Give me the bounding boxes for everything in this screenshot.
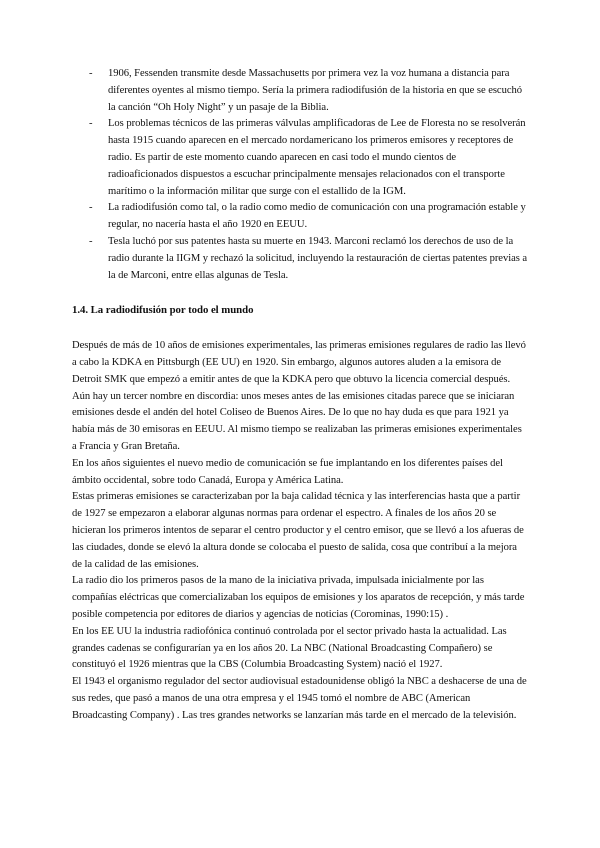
- bullet-marker: -: [89, 235, 93, 247]
- list-item: [72, 200, 528, 234]
- list-item-text: 1906, Fessenden transmite desde Massachusetts por primera vez la voz humana a distancia para diferentes oyentes al mismo tiempo. Sería la primera radiodifusión de la historia en que se escuchó la canción “Oh Holy Night” y un pasaje de la Biblia.: [108, 68, 522, 113]
- paragraph: En los años siguientes el nuevo medio de comunicación se fue implantando en los diferentes países del ámbito occidental, sobre todo Canadá, Europa y América Latina.: [72, 457, 503, 486]
- paragraph: Después de más de 10 años de emisiones experimentales, las primeras emisiones regulares de radio las llevó a cabo la KDKA en Pittsburgh (EE UU) en 1920. Sin embargo, algunos autores aluden a la emisora de Detroit SMK que empezó a emitir antes de que la KDKA pero que obtuvo la licencia comercial después. Aún hay un tercer nombre en discordia: unos meses antes de las emisiones citadas parece que se iniciaran emisiones desde el andén del hotel Coliseo de Buenos Aires. De lo que no hay duda es que para 1921 ya había más de 30 emisoras en EEUU. Al mismo tiempo se realizaban las primeras emisiones experimentales a Francia y Gran Bretaña.: [72, 340, 526, 452]
- list-item-text: La radiodifusión como tal, o la radio como medio de comunicación con una programación estable y regular, no nacería hasta el año 1920 en EEUU.: [108, 202, 526, 231]
- document-page: [72, 66, 528, 724]
- list-item: [72, 116, 528, 200]
- list-item: [72, 234, 528, 284]
- paragraph: Estas primeras emisiones se caracterizaban por la baja calidad técnica y las interferencias hasta que a partir de 1927 se empezaron a elaborar algunas normas para ordenar el espectro. A finales de los años 20 se hicieran los primeros intentos de separar el centro productor y el centro emisor, que se llevó a los afueras de las ciudades, donde se elevó la altura donde se colocaba el puesto de salida, cosa que contribuí a la mejora de la calidad de las emisiones.: [72, 491, 524, 570]
- paragraph: El 1943 el organismo regulador del sector audiovisual estadounidense obligó la NBC a deshacerse de una de sus redes, que pasó a manos de una otra empresa y el 1945 tomó el nombre de ABC (American Broadcasting Company) . Las tres grandes networks se lanzarían más tarde en el mercado de la televisión.: [72, 676, 527, 721]
- bullet-marker: -: [89, 68, 93, 79]
- list-item: [72, 66, 528, 116]
- bullet-list: [72, 66, 528, 284]
- bullet-marker: -: [89, 118, 93, 130]
- list-item-text: Los problemas técnicos de las primeras válvulas amplificadoras de Lee de Floresta no se resolverán hasta 1915 cuando aparecen en el mercado nordamericano los primeros emisores y receptores de radio. Es partir de este momento cuando aparecen en casi todo el mundo cientos de radioaficionados dispuestos a escuchar principalmente mensajes relacionados con el transporte marítimo o la información militar que surge con el estallido de la IGM.: [108, 118, 526, 197]
- paragraph: En los EE UU la industria radiofónica continuó controlada por el sector privado hasta la actualidad. Las grandes cadenas se configurarían ya en los años 20. La NBC (National Broadcasting Compañero) se constituyó el 1926 mientras que la CBS (Columbia Broadcasting System) nació el 1927.: [72, 625, 507, 671]
- list-item-text: Tesla luchó por sus patentes hasta su muerte en 1943. Marconi reclamó los derechos de uso de la radio durante la IIGM y rechazó la solicitud, incluyendo la restauración de ciertas patentes previas a la de Marconi, entre ellas algunas de Tesla.: [108, 235, 528, 281]
- section-heading: 1.4. La radiodifusión por todo el mundo: [72, 304, 254, 317]
- paragraph: La radio dio los primeros pasos de la mano de la iniciativa privada, impulsada inicialmente por las compañías eléctricas que comercializaban los equipos de emisiones y los aparatos de recepción, y más tarde posible competencia por editores de diarios y agencias de noticias (Corominas, 1990:15) .: [72, 575, 525, 620]
- bullet-marker: -: [89, 202, 93, 214]
